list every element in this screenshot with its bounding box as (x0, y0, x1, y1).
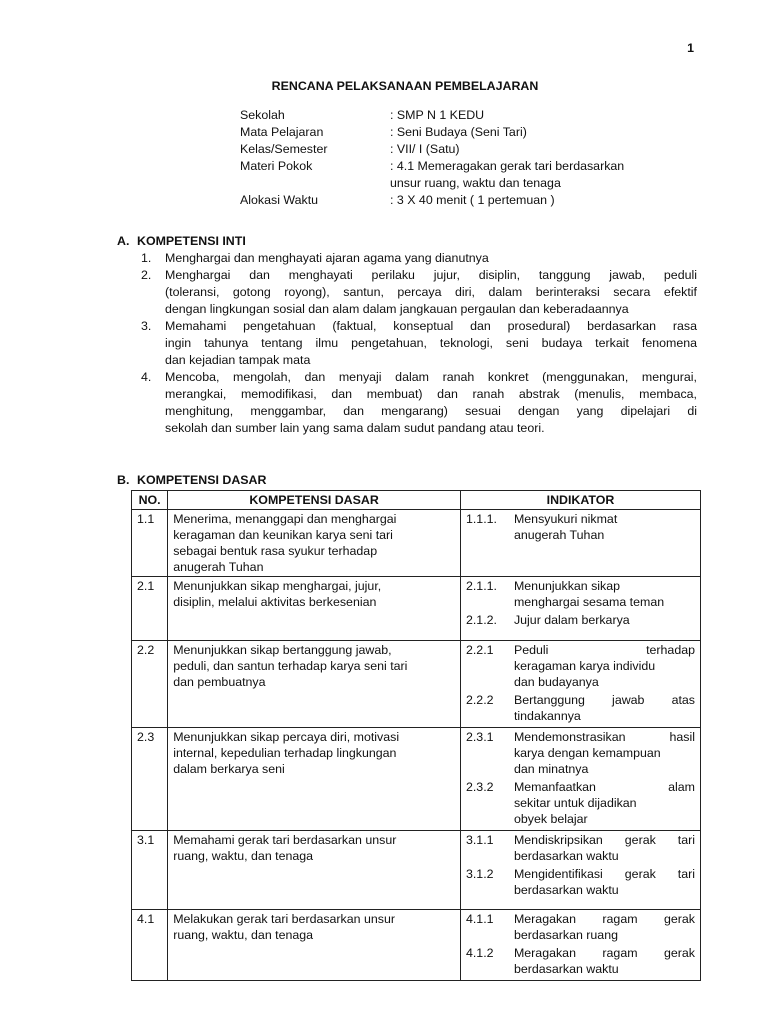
cell-kompetensi-dasar (168, 910, 461, 981)
indicator-line: sekitar untuk dijadikan (513, 796, 637, 810)
list-item-text (165, 250, 697, 267)
indicator-text (514, 832, 695, 864)
info-value-line: : 3 X 40 menit ( 1 pertemuan ) (390, 193, 555, 207)
info-label: Kelas/Semester (240, 142, 328, 156)
cell-indikator (460, 510, 700, 577)
list-item-line: merangkai, memodifikasi, dan membuat) dan ranah abstrak (menulis, membaca, (165, 387, 697, 401)
indicator-code: 1.1.1. (465, 512, 497, 526)
cell-indikator (460, 831, 700, 910)
cell-line: disiplin, melalui aktivitas berkesenian (173, 595, 377, 609)
info-label: Materi Pokok (240, 159, 313, 173)
info-value-line: : 4.1 Memeragakan gerak tari berdasarkan (390, 159, 625, 173)
section-kompetensi-dasar (117, 472, 697, 489)
info-label: Sekolah (240, 108, 285, 122)
indicator-text (514, 642, 695, 690)
indicator-line: Mensyukuri nikmat (513, 512, 618, 526)
list-item-text (165, 318, 697, 369)
cell-kompetensi-dasar (168, 728, 461, 831)
indicator-item (466, 511, 695, 543)
indicator-text (514, 866, 695, 898)
info-value (390, 107, 700, 124)
section-kompetensi-inti (117, 233, 697, 437)
indicator-line: anugerah Tuhan (513, 528, 605, 542)
section-title: KOMPETENSI DASAR (137, 473, 267, 487)
list-item-number: 4. (141, 370, 152, 384)
indicator-line: Meragakan ragam gerak (513, 946, 695, 960)
table-row (132, 577, 701, 641)
cell-indikator (460, 641, 700, 728)
indicator-line: Mendiskripsikan gerak tari (513, 833, 695, 847)
section-title: KOMPETENSI INTI (137, 234, 246, 248)
indicator-line: Mendemonstrasikan hasil (513, 730, 695, 744)
cell-line: internal, kepedulian terhadap lingkungan (173, 746, 397, 760)
indicator-text (514, 911, 695, 943)
list-item-text (165, 369, 697, 437)
indicator-line: keragaman karya individu (513, 659, 656, 673)
section-b-heading (117, 472, 697, 489)
info-row (240, 141, 700, 158)
header-no: NO. (132, 491, 168, 510)
cell-line: dan pembuatnya (173, 675, 266, 689)
cell-line: peduli, dan santun terhadap karya seni tari (173, 659, 408, 673)
list-item-line: menghitung, menggambar, dan mengarang) sesuai dengan yang dipelajari di (165, 404, 697, 418)
cell-line: Menunjukkan sikap menghargai, jujur, (173, 579, 382, 593)
list-item-line: (toleransi, gotong royong), santun, percaya diri, dalam berinteraksi secara efektif (165, 285, 697, 299)
cell-line: anugerah Tuhan (173, 560, 264, 574)
cell-line: Menerima, menanggapi dan menghargai (173, 512, 397, 526)
info-value-line: : Seni Budaya (Seni Tari) (390, 125, 527, 139)
section-letter: A. (117, 234, 130, 248)
indicator-line: dan minatnya (513, 762, 589, 776)
indicator-code: 2.3.1 (465, 730, 494, 744)
info-value-line: unsur ruang, waktu dan tenaga (390, 176, 561, 190)
indicator-line: Bertanggung jawab atas (513, 693, 695, 707)
indicator-item (466, 612, 695, 628)
table-row (132, 641, 701, 728)
indicator-item (466, 642, 695, 690)
indicator-text (514, 511, 695, 543)
cell-kompetensi-dasar (168, 641, 461, 728)
cell-line: ruang, waktu, dan tenaga (173, 928, 314, 942)
list-item-line: ingin tahunya tentang ilmu pengetahuan, teknologi, seni budaya terkait fenomena (165, 336, 697, 350)
indicator-item (466, 779, 695, 827)
cell-kompetensi-dasar (168, 831, 461, 910)
cell-no: 2.2 (132, 641, 168, 728)
header-indikator: INDIKATOR (460, 491, 700, 510)
list-item-line: dan kejadian tampak mata (165, 353, 311, 367)
indicator-text (514, 612, 695, 628)
list-item-line: Menghargai dan menghayati perilaku jujur, disiplin, tanggung jawab, peduli (165, 268, 697, 282)
info-row (240, 107, 700, 124)
indicator-code: 2.2.2 (465, 693, 494, 707)
indicator-item (466, 692, 695, 724)
cell-indikator (460, 910, 700, 981)
indicator-line: berdasarkan ruang (513, 928, 618, 942)
indicator-text (514, 578, 695, 610)
indicator-line: dan budayanya (513, 675, 599, 689)
list-item-line: sekolah dan sumber lain yang sama dalam sudut pandang atau teori. (165, 421, 545, 435)
cell-line: dalam berkarya seni (173, 762, 285, 776)
list-item-line: Mencoba, mengolah, dan menyaji dalam ranah konkret (menggunakan, mengurai, (165, 370, 697, 384)
cell-line: Memahami gerak tari berdasarkan unsur (173, 833, 397, 847)
cell-line: Melakukan gerak tari berdasarkan unsur (173, 912, 395, 926)
header-kompetensi-dasar: KOMPETENSI DASAR (168, 491, 461, 510)
indicator-item (466, 945, 695, 977)
identity-block (240, 107, 700, 209)
cell-no: 2.1 (132, 577, 168, 641)
indicator-code: 3.1.1 (465, 833, 494, 847)
table-row (132, 910, 701, 981)
indicator-line: Jujur dalam berkarya (513, 613, 630, 627)
table-row (132, 728, 701, 831)
indicator-line: Peduli terhadap (513, 643, 695, 657)
indicator-code: 3.1.2 (465, 867, 494, 881)
cell-kompetensi-dasar (168, 510, 461, 577)
table-row (132, 510, 701, 577)
indicator-line: Menunjukkan sikap (513, 579, 621, 593)
list-item-text (165, 267, 697, 318)
cell-line: ruang, waktu, dan tenaga (173, 849, 314, 863)
info-value-line: : VII/ I (Satu) (390, 142, 460, 156)
cell-line: sebagai bentuk rasa syukur terhadap (173, 544, 378, 558)
indicator-text (514, 779, 695, 827)
indicator-code: 2.2.1 (465, 643, 494, 657)
info-row (240, 192, 700, 209)
indicator-text (514, 945, 695, 977)
cell-no: 4.1 (132, 910, 168, 981)
cell-line: Menunjukkan sikap bertanggung jawab, (173, 643, 392, 657)
indicator-code: 2.1.2. (465, 613, 497, 627)
indicator-code: 4.1.1 (465, 912, 494, 926)
info-value-line: : SMP N 1 KEDU (390, 108, 485, 122)
indicator-line: karya dengan kemampuan (513, 746, 661, 760)
info-value (390, 158, 700, 192)
indicator-line: berdasarkan waktu (513, 849, 619, 863)
table-row (132, 831, 701, 910)
table-header-row (132, 491, 701, 510)
page-number: 1 (687, 41, 694, 55)
indicator-text (514, 729, 695, 777)
indicator-text (514, 692, 695, 724)
indicator-item (466, 866, 695, 898)
list-item (141, 250, 697, 267)
section-a-heading (117, 233, 697, 250)
indicator-line: Mengidentifikasi gerak tari (513, 867, 695, 881)
info-value (390, 124, 700, 141)
list-item (141, 318, 697, 369)
indicator-line: tindakannya (513, 709, 581, 723)
cell-indikator (460, 728, 700, 831)
cell-line: keragaman dan keunikan karya seni tari (173, 528, 393, 542)
document-title: RENCANA PELAKSANAAN PEMBELAJARAN (271, 79, 539, 93)
indicator-code: 4.1.2 (465, 946, 494, 960)
indicator-line: Memanfaatkan alam (513, 780, 695, 794)
cell-line: Menunjukkan sikap percaya diri, motivasi (173, 730, 400, 744)
cell-no: 1.1 (132, 510, 168, 577)
cell-no: 3.1 (132, 831, 168, 910)
info-row (240, 124, 700, 141)
list-item (141, 369, 697, 437)
indicator-item (466, 729, 695, 777)
indicator-line: Meragakan ragam gerak (513, 912, 695, 926)
cell-indikator (460, 577, 700, 641)
indicator-line: obyek belajar (513, 812, 588, 826)
list-item-line: Menghargai dan menghayati ajaran agama yang dianutnya (165, 251, 489, 265)
kompetensi-inti-list (117, 250, 697, 437)
indicator-line: menghargai sesama teman (513, 595, 665, 609)
list-item-number: 1. (141, 251, 152, 265)
section-letter: B. (117, 473, 130, 487)
kompetensi-dasar-table (131, 490, 701, 981)
indicator-code: 2.1.1. (465, 579, 497, 593)
list-item-line: Memahami pengetahuan (faktual, konseptual dan prosedural) berdasarkan rasa (165, 319, 697, 333)
indicator-item (466, 832, 695, 864)
info-label: Alokasi Waktu (240, 193, 319, 207)
cell-kompetensi-dasar (168, 577, 461, 641)
list-item-number: 3. (141, 319, 152, 333)
info-row (240, 158, 700, 192)
indicator-line: berdasarkan waktu (513, 962, 619, 976)
list-item (141, 267, 697, 318)
list-item-line: dengan lingkungan sosial dan alam dalam jangkauan pergaulan dan keberadaannya (165, 302, 629, 316)
info-value (390, 141, 700, 158)
indicator-code: 2.3.2 (465, 780, 494, 794)
indicator-line: berdasarkan waktu (513, 883, 619, 897)
indicator-item (466, 578, 695, 610)
info-label: Mata Pelajaran (240, 125, 324, 139)
indicator-item (466, 911, 695, 943)
info-value (390, 192, 700, 209)
cell-no: 2.3 (132, 728, 168, 831)
list-item-number: 2. (141, 268, 152, 282)
